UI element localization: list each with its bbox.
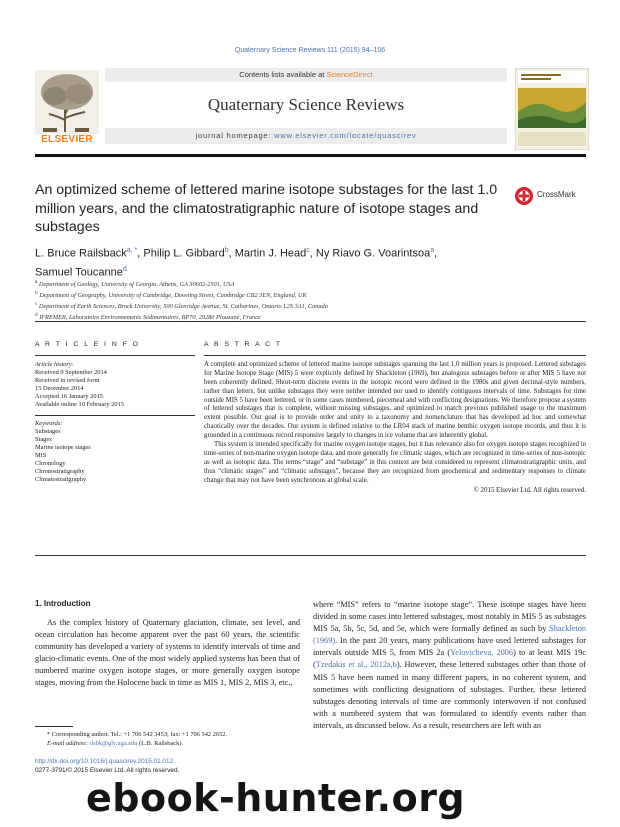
intro-text: where “MIS” refers to “marine isotope stage”. These isotope stages have been divided in some cases into lettered substages, most notably in MIS 5 as substages MIS 5a, 5b, 5c, 5d, and 5e, which were formally defined as such by: [313, 600, 586, 634]
author-affiliation-ref[interactable]: d: [122, 265, 127, 273]
author-list: [35, 243, 555, 280]
affiliation-rule: [35, 321, 586, 322]
affiliation-marker: d: [35, 312, 38, 319]
email-label: E-mail address:: [47, 740, 90, 747]
email-link[interactable]: rlsbk@gly.uga.edu: [89, 740, 138, 747]
watermark-text: ebook-hunter.org: [86, 776, 466, 820]
keyword-item: Chronology: [35, 460, 66, 468]
author-name: Samuel Toucanne: [35, 266, 123, 279]
issn-line: 0277-3791/© 2015 Elsevier Ltd. All rights reserved.: [35, 767, 180, 774]
keyword-item: Climatostratigraphy: [35, 476, 87, 484]
author-affiliation-ref[interactable]: a: [430, 247, 435, 254]
homepage-link[interactable]: www.elsevier.com/locate/quascirev: [274, 131, 417, 140]
homepage-bar: [105, 128, 507, 144]
article-info-heading: A R T I C L E I N F O: [35, 341, 140, 348]
abstract-end-rule: [35, 555, 586, 556]
keyword-item: Substages: [35, 428, 61, 436]
intro-text: ) to at least MIS 19c (: [313, 648, 587, 670]
journal-citation[interactable]: Quaternary Science Reviews 111 (2015) 94–106: [234, 47, 386, 54]
abstract-copyright: © 2015 Elsevier Ltd. All rights reserved.: [473, 487, 586, 495]
keywords-label: Keywords:: [35, 420, 63, 428]
history-label: Article history:: [35, 360, 74, 368]
affiliation-list: [35, 278, 586, 322]
history-line: 15 December 2014: [35, 384, 84, 392]
article-info-column: [35, 341, 195, 484]
history-line: Accepted 16 January 2015: [35, 392, 103, 400]
author-name: Martin J. Head: [234, 247, 307, 260]
author-affiliation-ref[interactable]: b: [224, 247, 229, 254]
corresponding-author-line: * Corresponding author. Tel.: +1 706 542 3453; fax: +1 706 542 2652.: [47, 731, 228, 738]
email-suffix: (L.B. Railsback).: [137, 740, 184, 747]
history-line: Received in revised form: [35, 376, 100, 384]
contents-prefix: Contents lists available at: [239, 70, 327, 79]
affiliation-text: IFREMER, Laboratoire Environnements Sédimentaires, BP70, 29280 Plouzané, France: [39, 314, 261, 322]
abstract-heading: A B S T R A C T: [204, 341, 282, 348]
email-line: [35, 739, 300, 748]
author-separator: ,: [228, 247, 235, 260]
masthead-rule: [35, 154, 586, 157]
crossmark-label: CrossMark: [537, 190, 576, 199]
reference-link[interactable]: Yelovicheva, 2006: [450, 648, 514, 658]
history-line: Received 9 September 2014: [35, 368, 107, 376]
keyword-item: MIS: [35, 452, 47, 460]
introduction-right-column: [313, 599, 586, 732]
affiliation-text: Department of Earth Sciences, Brock University, 500 Glenridge Avenue, St. Catharines, Ontario L2S 3A1, Canada: [38, 303, 328, 311]
sciencedirect-link[interactable]: ScienceDirect: [326, 70, 373, 79]
keyword-item: Chronostratigraphy: [35, 468, 85, 476]
abstract-paragraph: This system is intended specifically for marine oxygen isotope stages, but it has relevance also for oxygen isotope stages recognized in time-series of non-marine oxygen isotope data, and more generally for climatic stages, which are recognized in time-series of non-isotopic as well as isotopic data. The terms “stage” and “substage” in this context are best considered to represent climatostratigraphic units, and thus “climatic stages” and “climatic substages”, because they are recognized from geochemical and sedimentary responses to climate change that may not have been synchronous at global scale.: [204, 441, 586, 485]
affiliation-marker: a: [35, 279, 38, 285]
reference-link[interactable]: Shackleton (1969): [313, 624, 586, 646]
intro-text: ). However, these lettered substages other than those of MIS 5 have been named in many different papers, in no coherent system, and sometimes with conflicting designations of substages. Further, these lettered substages denoting intervals of time are commonly interwoven if not confused with a numbered system that was formulated to identify events rather than intervals, as discussed below. As a result, researchers are left with an: [313, 660, 586, 730]
journal-masthead: [35, 68, 589, 150]
author-affiliation-ref[interactable]: a, *: [126, 247, 138, 254]
crossmark-icon: [514, 186, 534, 206]
author-name: Ny Riavo G. Voarintsoa: [315, 247, 431, 260]
affiliation-text: Department of Geology, University of Georgia, Athens, GA 30602-2501, USA: [38, 281, 235, 289]
author-affiliation-ref[interactable]: c: [306, 247, 310, 254]
keywords-rule: [35, 415, 195, 416]
contents-bar: [105, 68, 507, 82]
author-separator: ,: [309, 247, 316, 260]
affiliation-text: Department of Geography, University of Cambridge, Downing Street, Cambridge CB2 3EN, England, UK: [39, 292, 307, 300]
article-info-rule: [35, 355, 195, 356]
corresponding-author-footnote: [35, 730, 300, 748]
abstract-paragraph: A complete and optimized scheme of lettered marine isotope substages spanning the last 1.0 million years is proposed. Lettered substages for Marine Isotope Stage (MIS) 5 were explicitly defined by Shackleton (1969), but analogous substages before or after MIS 5 have not been coherently defined. Short-term discrete events in the isotopic record were defined in the 1980s and given decimal-style numbers, rather than letters, but unlike substages they were neither intended nor used to identify contiguous intervals of time. Substages for time outside MIS 5 have been lettered, or in some cases numbered, piecemeal and with conflicting designations. We therefore propose a system of lettered substages that is complete, without missing substages, and optimized to match previous published usage to the maximum extent possible. Our goal is to provide order and unity to a taxonomy and nomenclature that has developed ad hoc and somewhat chaotically over the decades. Our system is defined relative to the LR04 stack of marine benthic oxygen isotope records, and thus it is grounded in a continuous record responsive largely to changes in ice volume that are inherently global.: [204, 360, 586, 440]
doi-block: [35, 757, 300, 775]
abstract-body: [204, 361, 586, 486]
affiliation-marker: c: [35, 301, 38, 308]
journal-band: [105, 68, 507, 150]
intro-text: . In the past 20 years, many publications have used lettered substages for intervals outside MIS 5, from MIS 2a (: [313, 636, 586, 658]
crossmark-badge[interactable]: [514, 186, 586, 206]
article-title: An optimized scheme of lettered marine isotope substages for the last 1.0 million years, and the climatostratigraphic nature of isotope stages and substages: [35, 182, 498, 235]
homepage-prefix: journal homepage:: [195, 131, 275, 140]
affiliation-item: [35, 289, 586, 300]
elsevier-wordmark: ELSEVIER: [41, 134, 93, 145]
affiliation-item: [35, 278, 586, 289]
reference-link[interactable]: Tzedakis et al., 2012a,b: [315, 660, 397, 670]
keyword-item: Stages: [35, 436, 52, 444]
history-line: Available online 10 February 2015: [35, 400, 124, 408]
journal-cover-thumbnail: [515, 68, 589, 150]
keyword-item: Marine isotope stages: [35, 444, 91, 452]
journal-title: Quaternary Science Reviews: [207, 95, 405, 114]
author-name: Philip L. Gibbard: [143, 247, 225, 260]
affiliation-item: [35, 300, 586, 311]
author-name: L. Bruce Railsback: [35, 247, 127, 260]
author-separator: ,: [434, 247, 438, 260]
affiliation-marker: b: [35, 290, 38, 297]
doi-link[interactable]: http://dx.doi.org/10.1016/j.quascirev.2015.01.012: [35, 758, 174, 765]
footnote-rule: [35, 726, 73, 727]
author-separator: ,: [137, 247, 144, 260]
introduction-left-column: As the complex history of Quaternary glaciation, climate, sea level, and ocean circulation has become apparent over the past 60 years, the scientific community has developed a variety of systems to identify intervals of time and glacio-climatic events. One of the most widely applied systems has been that of numbered marine oxygen isotope stages, or more generally oxygen isotope stages, moving from the Holocene back in time as MIS 1, MIS 2, MIS 3, etc.,: [35, 618, 300, 688]
abstract-rule: [204, 355, 586, 356]
introduction-heading: 1. Introduction: [35, 599, 91, 608]
abstract-column: [204, 341, 586, 495]
